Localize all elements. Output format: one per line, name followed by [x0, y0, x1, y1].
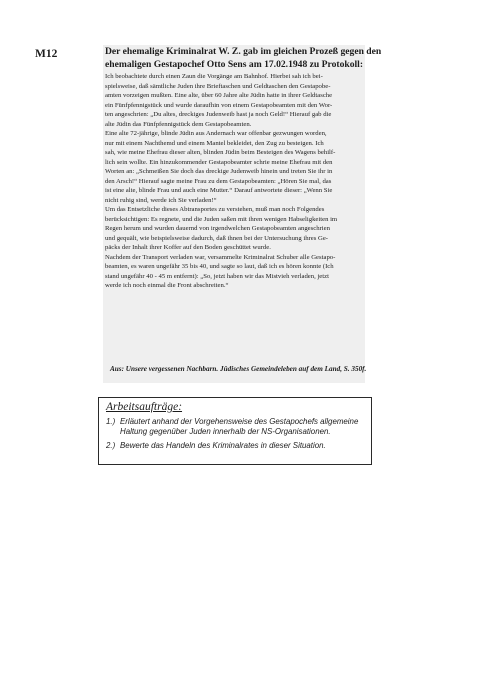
- body-line: Worten an: „Schmeißen Sie doch das dreckige Judenweib hinein und treten Sie ihr in: [105, 168, 333, 175]
- task-number: 2.): [106, 441, 116, 450]
- body-line: den Arsch!“ Hierauf sagte meine Frau zu dem Gestapobeamten: „Hören Sie mal, das: [105, 177, 332, 185]
- task-text: Bewerte das Handeln des Kriminalrates in dieser Situation.: [120, 441, 326, 450]
- source-citation: Aus: Unsere vergessenen Nachbarn. Jüdisches Gemeindeleben auf dem Land, S. 350f.: [110, 365, 367, 373]
- tasks-box: [98, 397, 372, 465]
- body-line: sah, wie meine Ehefrau dieser alten, blinden Jüdin beim Besteigen des Wagens behilf-: [105, 149, 336, 156]
- material-label: M12: [35, 48, 58, 60]
- body-line: alte Jüdin das Fünfpfennigstück dem Gestapobeamten.: [105, 120, 252, 128]
- source-body: [105, 72, 367, 291]
- tasks-list: [106, 417, 368, 455]
- body-line: päcks der Inhalt ihrer Koffer auf den Boden geschüttet wurde.: [105, 244, 271, 251]
- body-line: amten vorzeigen mußten. Eine alte, über 60 Jahre alte Jüdin hatte in ihrer Geldtasche: [105, 92, 333, 99]
- tasks-title: Arbeitsaufträge:: [106, 401, 183, 413]
- body-line: Nachdem der Transport verladen war, versammelte Kriminalrat Schuber alle Gestapo-: [105, 253, 336, 261]
- body-line: und gequält, wie beispielsweise dadurch, daß ihnen bei der Untersuchung ihres Ge-: [105, 234, 329, 242]
- task-item: [106, 417, 368, 437]
- source-heading-line: ehemaligen Gestapochef Otto Sens am 17.02.1948 zu Protokoll:: [105, 58, 364, 70]
- body-line: ein Fünfpfennigstück und wurde daraufhin von einem Gestapobeamten mit den Wor-: [105, 101, 333, 109]
- body-line: Ich beobachtete durch einen Zaun die Vorgänge am Bahnhof. Hierbei sah ich bei-: [105, 73, 323, 80]
- body-line: werde ich noch einmal die Front abschreiten.“: [105, 282, 229, 289]
- body-line: beamten, es waren ungefähr 35 bis 40, und sagte so laut, daß ich es hören konnte (Ich: [105, 263, 334, 270]
- task-number: 1.): [106, 417, 116, 426]
- body-line: stand ungefähr 40 - 45 m entfernt): „So, jetzt haben wir das Mistvieh verladen, jetzt: [105, 272, 329, 280]
- body-line: spielsweise, daß sämtliche Juden ihre Brieftaschen und Geldtaschen den Gestapobe-: [105, 82, 331, 90]
- source-heading: [105, 46, 382, 71]
- body-line: nicht ruhig sind, werde ich Sie verladen!“: [105, 196, 217, 204]
- task-item: [106, 441, 368, 451]
- body-line: berücksichtigen: Es regnete, und die Juden saßen mit ihren wenigen Habseligkeiten im: [105, 215, 338, 223]
- body-line: ten angeschrien: „Du altes, dreckiges Judenweib hast ja noch Geld!“ Hierauf gab die: [105, 111, 332, 118]
- source-heading-line: Der ehemalige Kriminalrat W. Z. gab im gleichen Prozeß gegen den: [105, 46, 382, 57]
- body-line: nur mit einem Nachthemd und einem Mantel bekleidet, den Zug zu besteigen. Ich: [105, 139, 324, 147]
- body-line: ist eine alte, blinde Frau und auch eine Mutter.“ Darauf antwortete dieser: „Wenn Sie: [105, 187, 333, 194]
- body-line: Um das Entsetzliche dieses Abtransportes zu verstehen, muß man noch Folgendes: [105, 206, 325, 213]
- body-line: Eine alte 72-jährige, blinde Jüdin aus Andernach war offenbar gezwungen worden,: [105, 130, 327, 137]
- task-text: Erläutert anhand der Vorgehensweise des Gestapochefs allgemeine Haltung gegenüber Juden innerhalb der NS-Organisationen.: [120, 417, 359, 436]
- body-line: Regen herum und wurden dauernd von irgendwelchen Gestapobeamten angeschrien: [105, 225, 330, 232]
- body-line: lich sein wollte. Ein hinzukommender Gestapobeamter schrie meine Ehefrau mit den: [105, 158, 333, 166]
